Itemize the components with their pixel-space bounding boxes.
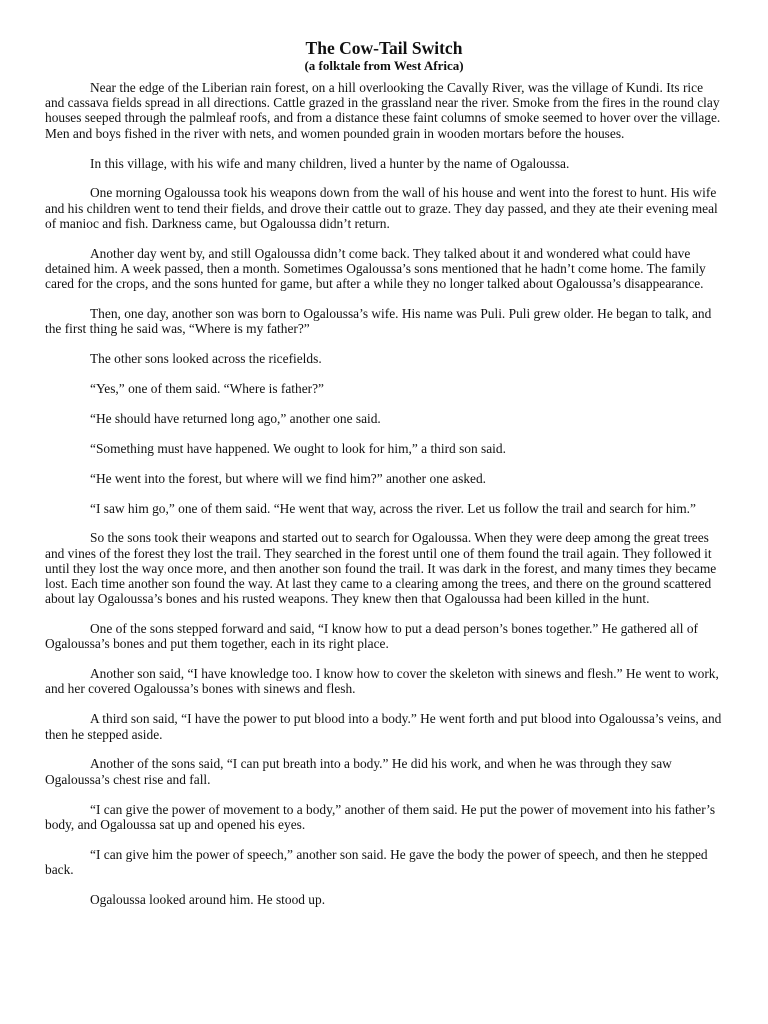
paragraph: One of the sons stepped forward and said, “I know how to put a dead person’s bones together.” He gathered all of Ogaloussa’s bones and put them together, each in its right place. [45, 621, 698, 652]
paragraph: “I saw him go,” one of them said. “He went that way, across the river. Let us follow the trail and search for him.” [90, 500, 696, 516]
paragraph: “Something must have happened. We ought to look for him,” a third son said. [90, 440, 506, 456]
paragraph: One morning Ogaloussa took his weapons down from the wall of his house and went into the forest to hunt. His wife and his children went to tend their fields, and drove their cattle out to graze. They day passed, and they ate their evening meal of manioc and fish. Darkness came, but Ogaloussa didn’t return. [45, 185, 718, 231]
paragraph: Near the edge of the Liberian rain forest, on a hill overlooking the Cavally River, was the village of Kundi. Its rice and cassava fields spread in all directions. Cattle grazed in the grassland near the river. Smoke from the fires in the round clay houses seeped through the palmleaf roofs, and from a distance these faint columns of smoke seemed to hover over the village. Men and boys fished in the river with nets, and women pounded grain in wooden mortars before the houses. [45, 80, 721, 141]
paragraph: Then, one day, another son was born to Ogaloussa’s wife. His name was Puli. Puli grew older. He began to talk, and the first thing he said was, “Where is my father?” [45, 305, 712, 337]
document-title: The Cow-Tail Switch [305, 38, 463, 58]
paragraph: A third son said, “I have the power to put blood into a body.” He went forth and put blood into Ogaloussa’s veins, and then he stepped aside. [45, 711, 722, 742]
paragraph: Another of the sons said, “I can put breath into a body.” He did his work, and when he was through they saw Ogaloussa’s chest rise and fall. [45, 756, 672, 787]
paragraph: So the sons took their weapons and started out to search for Ogaloussa. When they were deep among the great trees and vines of the forest they lost the trail. They searched in the forest until one of them found the trail again. They followed it until they lost the way once more, and then another son found the trail. It was dark in the forest, and many times they became lost. Each time another son found the way. At last they came to a clearing among the trees, and there on the ground scattered about lay Ogaloussa’s bones and his rusted weapons. They knew then that Ogaloussa had been killed in the hunt. [45, 530, 717, 607]
paragraph: “Yes,” one of them said. “Where is father?” [90, 380, 324, 396]
paragraph: “He went into the forest, but where will we find him?” another one asked. [90, 470, 487, 486]
paragraph: “I can give the power of movement to a body,” another of them said. He put the power of movement into his father’s body, and Ogaloussa sat up and opened his eyes. [45, 801, 716, 832]
document-body [45, 80, 725, 922]
paragraph: Another son said, “I have knowledge too. I know how to cover the skeleton with sinews and flesh.” He went to work, and her covered Ogaloussa’s bones with sinews and flesh. [45, 666, 719, 697]
paragraph: The other sons looked across the ricefields. [90, 351, 322, 367]
paragraph: Another day went by, and still Ogaloussa didn’t come back. They talked about it and wondered what could have detained him. A week passed, then a month. Sometimes Ogaloussa’s sons mentioned that he hadn’t come home. The family cared for the crops, and the sons hunted for game, but after a while they no longer talked about Ogaloussa’s disappearance. [45, 245, 706, 292]
paragraph: “I can give him the power of speech,” another son said. He gave the body the power of speech, and then he stepped back. [45, 846, 708, 877]
paragraph: “He should have returned long ago,” another one said. [90, 410, 381, 426]
document-subtitle: (a folktale from West Africa) [304, 58, 464, 73]
paragraph: Ogaloussa looked around him. He stood up. [90, 891, 326, 907]
paragraph: In this village, with his wife and many children, lived a hunter by the name of Ogaloussa. [90, 155, 570, 171]
